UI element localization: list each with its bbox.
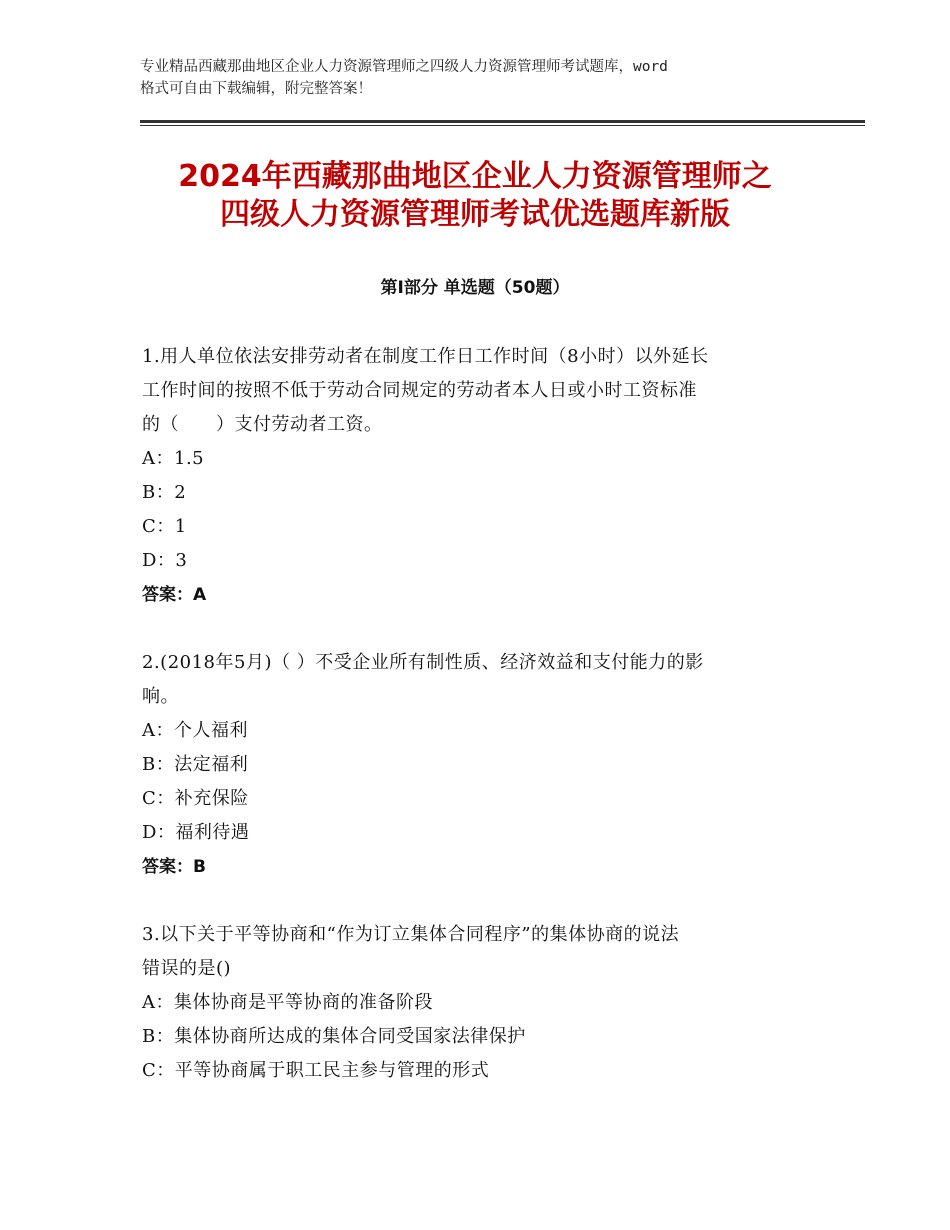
- document-title: [100, 158, 850, 234]
- question-3-option-c: C：平等协商属于职工民主参与管理的形式: [142, 1060, 490, 1081]
- question-1-text-line-1: 1.用人单位依法安排劳动者在制度工作日工作时间（8小时）以外延长: [142, 346, 709, 367]
- question-3-text-line-1: 3.以下关于平等协商和“作为订立集体合同程序”的集体协商的说法: [142, 924, 680, 945]
- question-spacer: [142, 884, 822, 918]
- header-divider-thin: [140, 125, 865, 126]
- header-note-line-2: 格式可自由下载编辑，附完整答案！: [140, 81, 372, 97]
- question-2-option-b: B：法定福利: [142, 754, 249, 775]
- header-note: [140, 56, 830, 100]
- question-list: [142, 340, 822, 1088]
- question-3-option-a: A：集体协商是平等协商的准备阶段: [142, 992, 433, 1013]
- document-title-line-2: 四级人力资源管理师考试优选题库新版: [220, 197, 730, 232]
- question-2-text-line-1: 2.(2018年5月)（ ）不受企业所有制性质、经济效益和支付能力的影: [142, 652, 704, 673]
- question-2-option-d: D：福利待遇: [142, 822, 250, 843]
- document-title-line-1: 2024年西藏那曲地区企业人力资源管理师之: [178, 159, 772, 194]
- question-3: [142, 918, 822, 1088]
- question-2-option-c: C：补充保险: [142, 788, 249, 809]
- question-2-answer: 答案：B: [142, 857, 206, 877]
- question-2: [142, 646, 822, 884]
- question-1-text-line-2: 工作时间的按照不低于劳动合同规定的劳动者本人日或小时工资标准: [142, 380, 697, 401]
- section-heading: 第Ⅰ部分 单选题（50题）: [380, 278, 570, 298]
- question-2-option-a: A：个人福利: [142, 720, 248, 741]
- question-3-text-line-2: 错误的是(): [142, 958, 232, 979]
- question-1-option-b: B：2: [142, 482, 187, 503]
- question-1-text-line-3: 的（ ）支付劳动者工资。: [142, 414, 383, 435]
- question-1-option-c: C：1: [142, 516, 187, 537]
- question-spacer: [142, 612, 822, 646]
- question-1: [142, 340, 822, 612]
- header-note-line-1: 专业精品西藏那曲地区企业人力资源管理师之四级人力资源管理师考试题库，word: [140, 59, 668, 75]
- header-divider-thick: [140, 120, 865, 123]
- question-1-answer: 答案：A: [142, 585, 207, 605]
- question-2-text-line-2: 响。: [142, 686, 179, 707]
- question-1-option-a: A：1.5: [142, 448, 205, 469]
- question-3-option-b: B：集体协商所达成的集体合同受国家法律保护: [142, 1026, 526, 1047]
- question-1-option-d: D：3: [142, 550, 188, 571]
